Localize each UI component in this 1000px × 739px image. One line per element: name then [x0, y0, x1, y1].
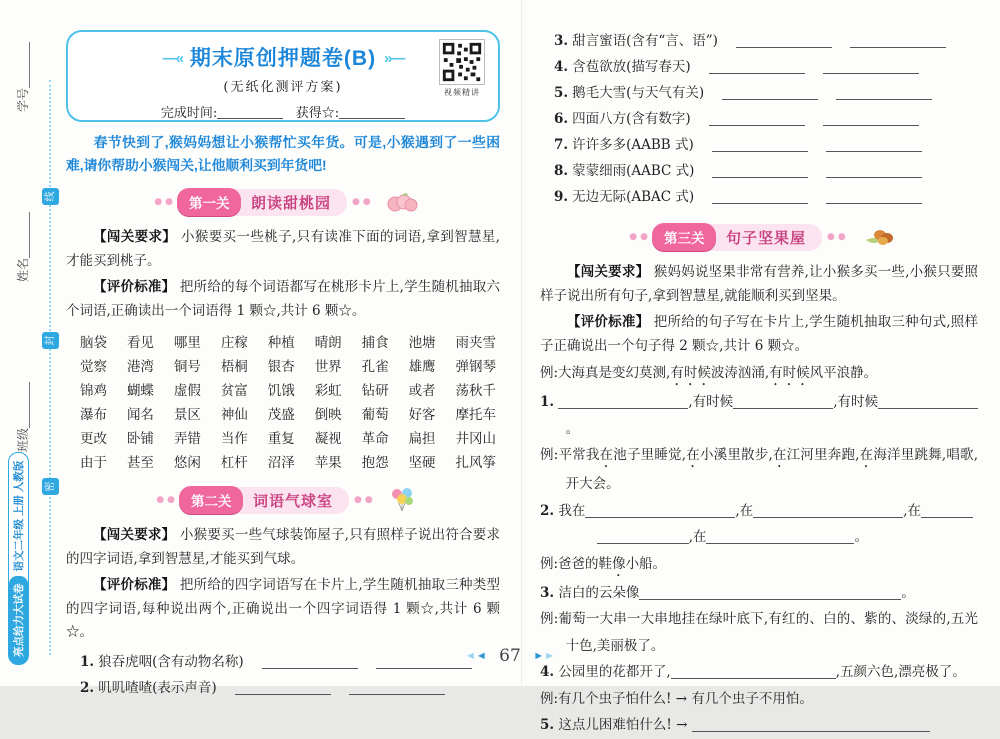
item-text: 叽叽喳喳(表示声音) — [98, 679, 217, 696]
sentence-text: 例:大海真是变幻莫测, — [540, 365, 671, 381]
word: 或者 — [408, 383, 436, 399]
word: 港湾 — [126, 359, 154, 375]
answer-blank[interactable] — [878, 394, 978, 409]
completion-row — [68, 102, 498, 121]
word: 葡萄 — [361, 407, 389, 423]
item-number: 5. — [554, 85, 569, 101]
item-number: 3. — [554, 33, 569, 49]
answer-blank[interactable] — [235, 680, 331, 695]
example-line — [540, 686, 978, 713]
sentence-text: 我在 — [554, 502, 586, 519]
word: 雄鹰 — [408, 359, 436, 375]
word: 荡秋千 — [455, 383, 496, 399]
series-info: 语文二年级 上册 人教版 — [13, 460, 25, 572]
answer-blank[interactable] — [349, 680, 445, 695]
sentence-text: 。 — [901, 584, 915, 601]
requirement-text: 猴妈妈说坚果非常有营养,让小猴多买一些,小猴只要照样子说出所有句子,拿到智慧星,就能顺利买到坚果。 — [540, 264, 978, 304]
item-text: 甜言蜜语(含有“言、语”) — [572, 33, 718, 49]
word: 世界 — [314, 359, 342, 375]
seal-dotted-line — [49, 80, 51, 655]
requirement-text: 小猴要买一些气球装饰屋子,只有照样子说出符合要求的四字词语,拿到智慧星,才能买到气球。 — [66, 527, 501, 567]
requirement-text: 小猴要买一些桃子,只有读准下面的词语,拿到智慧星,才能买到桃子。 — [66, 229, 501, 269]
word: 钻研 — [361, 383, 389, 399]
series-badge: 亮点给力大试卷 — [9, 577, 28, 665]
word-item-row — [80, 675, 500, 701]
item-number: 2. — [540, 502, 555, 519]
deco-dots: ●● — [352, 197, 374, 207]
sentence-item-line — [540, 712, 978, 739]
qr-block — [435, 39, 489, 98]
word: 晴朗 — [314, 335, 342, 351]
answer-blank[interactable] — [639, 585, 901, 600]
word: 好客 — [408, 407, 436, 423]
item-number: 1. — [540, 394, 555, 410]
qr-caption: 视频精讲 — [444, 88, 480, 97]
sentence-text: 例:平常我 — [540, 447, 600, 463]
series-pill — [8, 452, 29, 665]
answer-blank[interactable] — [712, 137, 808, 152]
word: 脑袋 — [80, 335, 107, 351]
word: 重复 — [267, 431, 295, 447]
sentence-text: 小溪里散步, — [699, 447, 773, 463]
word: 弹钢琴 — [455, 359, 496, 375]
word: 扁担 — [408, 431, 436, 447]
word: 坚硬 — [408, 455, 436, 471]
sentence-text: 。 — [854, 529, 868, 545]
sentence-text: 有时候 — [670, 365, 711, 381]
word: 茂盛 — [267, 407, 295, 423]
word: 捕食 — [361, 335, 389, 351]
stars-earned-label: 获得☆: — [295, 106, 340, 121]
sentence-text: 公园里的花都开了, — [554, 664, 671, 680]
word-row — [80, 427, 496, 451]
sentence-text: ,在 — [688, 529, 707, 545]
item-text: 狼吞虎咽(含有动物名称) — [98, 653, 244, 670]
section3-sentence-lines — [540, 360, 978, 739]
word: 彩虹 — [314, 383, 342, 399]
standard-text: 把所给的每个词语都写在桃形卡片上,学生随机抽取六个词语,正确读出一个词语得 1 颗☆,共计 6 颗☆。 — [66, 279, 501, 319]
title-deco-left: —« — [162, 50, 182, 67]
sentence-text: 风平浪静。 — [809, 365, 878, 381]
sentence-item-line — [540, 580, 978, 607]
section2-title: 词语气球室 — [252, 492, 333, 510]
word: 凝视 — [314, 431, 342, 447]
standard-text: 把所给的四字词语写在卡片上,学生随机抽取三种类型的四字词语,每种说出两个,正确说出一个四字词语得 1 颗☆,共计 6 颗☆。 — [66, 577, 501, 640]
nuts-icon — [862, 226, 894, 248]
sentence-text: ,有时候 — [833, 394, 879, 410]
word-row — [80, 355, 496, 379]
word: 革命 — [361, 431, 389, 447]
student-id-field — [14, 42, 31, 112]
word: 梧桐 — [220, 359, 248, 375]
word: 景区 — [173, 407, 201, 423]
item-text: 蒙蒙细雨(AABC 式) — [572, 163, 695, 179]
word: 弄错 — [173, 431, 201, 447]
answer-blank[interactable] — [722, 85, 818, 100]
answer-blank[interactable] — [709, 59, 805, 74]
item-number: 8. — [554, 163, 569, 179]
word: 觉察 — [80, 359, 107, 375]
answer-blank[interactable] — [558, 394, 688, 409]
sentence-text: 像 — [612, 555, 626, 572]
standard-label: 【评价标准】 — [93, 279, 176, 294]
example-line — [540, 551, 978, 580]
deco-dots: ●● — [354, 495, 376, 505]
word-grid — [80, 331, 496, 475]
word: 苹果 — [314, 455, 342, 471]
word: 锦鸡 — [80, 383, 107, 399]
stars-earned-blank[interactable] — [339, 105, 405, 119]
page-number: 67 — [499, 646, 521, 666]
word-row — [80, 379, 496, 403]
sentence-text: 波涛汹涌, — [710, 365, 770, 381]
word: 虚假 — [173, 383, 201, 399]
section2-items-left — [66, 649, 500, 701]
section1-requirement — [66, 225, 500, 273]
word: 井冈山 — [455, 431, 496, 447]
answer-blank[interactable] — [826, 163, 922, 178]
answer-blank[interactable] — [671, 664, 836, 679]
answer-blank[interactable] — [712, 163, 808, 178]
answer-blank[interactable] — [712, 189, 808, 204]
balloons-icon — [389, 487, 415, 513]
class-blank[interactable] — [15, 382, 30, 428]
item-number: 1. — [80, 653, 95, 670]
answer-blank[interactable] — [692, 717, 930, 732]
sentence-text: ,五颜六色,漂亮极了。 — [835, 664, 966, 680]
item-number: 9. — [554, 189, 569, 205]
sentence-text: ,在 — [903, 502, 921, 519]
sentence-text: ,有时候 — [688, 394, 734, 410]
answer-blank[interactable] — [753, 503, 903, 518]
item-text: 无边无际(ABAC 式) — [572, 189, 695, 205]
word: 倒映 — [314, 407, 342, 423]
section2-requirement — [66, 523, 500, 571]
word: 沼泽 — [267, 455, 295, 471]
word: 雨夹雪 — [455, 335, 496, 351]
sentence-item-line — [540, 524, 978, 551]
peaches-icon — [387, 192, 417, 212]
word: 哪里 — [173, 335, 201, 351]
sentence-text: 例:爸爸的鞋 — [540, 555, 613, 572]
word: 瀑布 — [80, 407, 107, 423]
sentence-text: 海洋里跳舞,唱歌,开大会。 — [565, 447, 979, 492]
answer-blank[interactable] — [709, 111, 805, 126]
word: 银杏 — [267, 359, 295, 375]
word-item-row — [554, 158, 978, 184]
section2-standard — [66, 573, 500, 645]
answer-blank[interactable] — [585, 503, 735, 518]
section1-badge: 第一关 — [177, 188, 242, 216]
word: 神仙 — [220, 407, 248, 423]
answer-blank[interactable] — [262, 654, 358, 669]
section3-standard — [540, 310, 978, 358]
word-item-row — [554, 28, 978, 54]
word: 池塘 — [408, 335, 436, 351]
student-name-blank[interactable] — [15, 212, 30, 258]
seal-char-badge: 线 — [42, 188, 59, 205]
title-deco-right: »— — [384, 50, 404, 67]
sentence-item-line — [540, 389, 978, 442]
item-text: 含苞欲放(描写春天) — [572, 59, 691, 75]
deco-dots: ●● — [629, 232, 651, 242]
sentence-item-line — [540, 659, 978, 686]
sentence-text: ,在 — [735, 502, 754, 519]
word: 孔雀 — [361, 359, 389, 375]
section3-title: 句子坚果屋 — [725, 229, 806, 247]
paper-subtitle: (无纸化测评方案) — [223, 80, 343, 95]
answer-blank[interactable] — [706, 529, 854, 544]
word: 看见 — [126, 335, 154, 351]
class-label: 班级 — [16, 427, 30, 452]
item-number: 4. — [554, 59, 569, 75]
sentence-text: 在 — [686, 447, 700, 463]
section1-standard — [66, 275, 500, 323]
next-page-icon[interactable]: ► — [544, 650, 556, 662]
word: 悠闲 — [173, 455, 201, 471]
word: 由于 — [80, 455, 107, 471]
answer-blank[interactable] — [597, 529, 689, 544]
answer-blank[interactable] — [733, 394, 833, 409]
sentence-text: 洁白的云朵像 — [554, 584, 640, 601]
word: 更改 — [80, 431, 107, 447]
word-item-row — [80, 649, 500, 675]
word-row — [80, 331, 496, 355]
word: 庄稼 — [220, 335, 248, 351]
deco-dots: ●● — [154, 197, 176, 207]
answer-blank[interactable] — [921, 503, 973, 518]
section1-title: 朗读甜桃园 — [250, 194, 331, 212]
example-line — [540, 606, 978, 659]
item-number: 2. — [80, 679, 95, 696]
answer-blank[interactable] — [823, 111, 919, 126]
item-text: 许许多多(AABB 式) — [572, 137, 694, 153]
section1-banner — [66, 187, 500, 217]
sentence-text: 。 — [565, 420, 580, 437]
answer-blank[interactable] — [826, 137, 922, 152]
answer-blank[interactable] — [850, 33, 946, 48]
sentence-text: 在 — [772, 447, 787, 463]
sentence-text: 有时候 — [769, 365, 810, 381]
deco-dots: ●● — [156, 495, 178, 505]
sentence-text: 在 — [599, 447, 614, 463]
finish-time-label: 完成时间: — [160, 106, 218, 121]
sentence-text: 池子里睡觉, — [613, 447, 687, 463]
finish-time-blank[interactable] — [217, 105, 283, 119]
student-id-label: 学号 — [16, 87, 30, 112]
sentence-text: 例:葡萄一大串一大串地挂在绿叶底下,有红的、白的、紫的、淡绿的,五光十色,美丽极了。 — [540, 611, 978, 654]
word-item-row — [554, 132, 978, 158]
item-text: 四面八方(含有数字) — [572, 111, 691, 127]
item-number: 4. — [540, 664, 555, 680]
answer-blank[interactable] — [736, 33, 832, 48]
section3-banner — [540, 222, 978, 252]
word: 当作 — [220, 431, 248, 447]
answer-blank[interactable] — [826, 189, 922, 204]
sentence-text: 小船。 — [625, 555, 667, 572]
requirement-label: 【闯关要求】 — [93, 229, 177, 244]
word: 抱怨 — [361, 455, 389, 471]
paper-header-box — [66, 30, 500, 122]
word: 蝴蝶 — [126, 383, 154, 399]
deco-dots: ●● — [827, 232, 849, 242]
word: 贫富 — [220, 383, 248, 399]
word: 铜号 — [173, 359, 201, 375]
word-item-row — [554, 80, 978, 106]
answer-blank[interactable] — [836, 85, 932, 100]
item-number: 6. — [554, 111, 569, 127]
seal-char-badge: 密 — [42, 478, 59, 495]
sentence-text: 江河里奔跑, — [786, 447, 860, 463]
standard-text: 把所给的句子写在卡片上,学生随机抽取三种句式,照样子正确说出一个句子得 2 颗☆,共计 6 颗☆。 — [540, 314, 978, 354]
word-row — [80, 451, 496, 475]
answer-blank[interactable] — [823, 59, 919, 74]
seal-char-badge: 封 — [42, 332, 59, 349]
standard-label: 【评价标准】 — [93, 577, 176, 592]
sentence-text: 这点儿困难怕什么! → — [554, 717, 692, 733]
standard-label: 【评价标准】 — [567, 314, 650, 329]
right-page — [540, 28, 978, 739]
qr-code-icon — [439, 39, 485, 85]
class-field — [14, 382, 31, 452]
sentence-text: 例:有几个虫子怕什么! → 有几个虫子不用怕。 — [540, 690, 813, 707]
item-number: 5. — [540, 717, 555, 733]
word-item-row — [554, 54, 978, 80]
page-footer — [440, 646, 580, 666]
word: 饥饿 — [267, 383, 295, 399]
word-row — [80, 403, 496, 427]
requirement-label: 【闯关要求】 — [567, 264, 650, 279]
paper-title: 期末原创押题卷(B) — [189, 47, 377, 70]
word: 杠杆 — [220, 455, 248, 471]
word-item-row — [554, 106, 978, 132]
word: 种植 — [267, 335, 295, 351]
word: 扎风筝 — [455, 455, 496, 471]
word: 摩托车 — [455, 407, 496, 423]
example-line — [540, 442, 978, 498]
word: 卧铺 — [126, 431, 154, 447]
item-text: 鹅毛大雪(与天气有关) — [572, 85, 705, 101]
word-item-row — [554, 184, 978, 210]
prev-page-icon[interactable]: ◄ — [475, 650, 487, 662]
page-gutter-divider — [521, 0, 522, 686]
example-line — [540, 360, 978, 389]
section2-badge: 第二关 — [179, 486, 244, 514]
requirement-label: 【闯关要求】 — [93, 527, 176, 542]
intro-paragraph: 春节快到了,猴妈妈想让小猴帮忙买年货。可是,小猴遇到了一些困难,请你帮助小猴闯关,让他顺利买到年货吧! — [66, 135, 500, 173]
left-page — [66, 30, 500, 701]
section3-badge: 第三关 — [652, 223, 717, 251]
item-number: 3. — [540, 584, 555, 601]
next-page-icon[interactable]: ► — [533, 650, 545, 662]
sentence-item-line — [540, 498, 978, 525]
student-id-blank[interactable] — [15, 42, 30, 88]
section2-banner — [66, 485, 500, 515]
prev-page-icon[interactable]: ◄ — [464, 650, 476, 662]
word: 闻名 — [126, 407, 154, 423]
sentence-text: 在 — [859, 447, 874, 463]
student-name-label: 姓名 — [16, 257, 30, 282]
student-name-field — [14, 212, 31, 282]
section2-items-right — [540, 28, 978, 210]
word: 甚至 — [126, 455, 154, 471]
item-number: 7. — [554, 137, 569, 153]
section3-requirement — [540, 260, 978, 308]
